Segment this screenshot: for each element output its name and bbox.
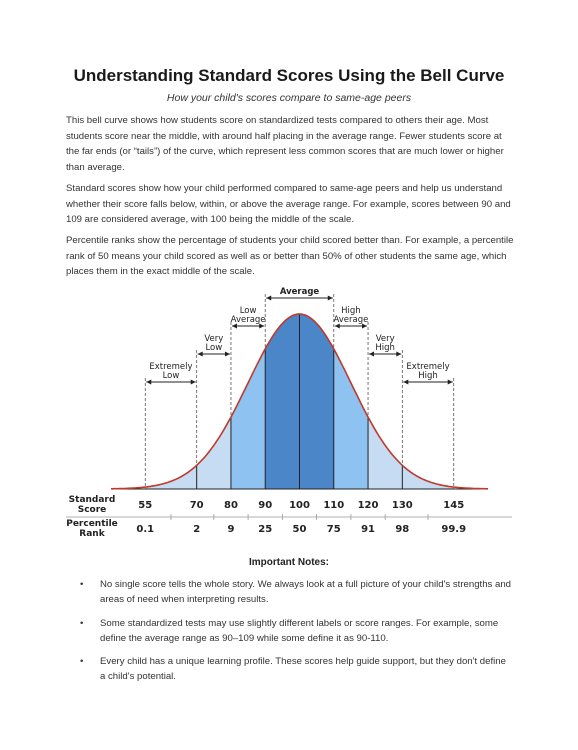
percentile-rank-tick: 9	[227, 524, 235, 535]
notes-heading: Important Notes:	[249, 557, 329, 568]
row-label-standard-score: Score	[77, 505, 107, 515]
standard-score-tick: 80	[223, 500, 238, 511]
curve-region	[334, 349, 368, 489]
percentile-rank-tick: 50	[292, 524, 307, 535]
row-label-percentile-rank: Rank	[79, 529, 105, 539]
percentile-rank-tick: 25	[258, 524, 273, 535]
percentile-rank-tick: 2	[193, 524, 201, 535]
note-text: No single score tells the whole story. We always look at a full picture of your child's strengths and areas of need when interpreting results.	[100, 579, 512, 606]
arrow-head-icon	[266, 296, 271, 301]
standard-score-tick: 90	[258, 500, 273, 511]
percentile-rank-tick: 99.9	[441, 524, 467, 535]
range-label: Extremely	[149, 362, 193, 372]
standard-score-tick: 55	[138, 500, 153, 511]
standard-score-tick: 130	[391, 500, 413, 511]
standard-score-tick: 110	[323, 500, 345, 511]
arrow-head-icon	[225, 352, 230, 357]
row-label-percentile-rank: Percentile	[66, 519, 118, 529]
range-label: Average	[279, 287, 320, 297]
bullet-icon: •	[80, 656, 84, 668]
range-label: Extremely	[406, 362, 450, 372]
range-label: Very	[375, 334, 395, 344]
range-label: Average	[333, 315, 369, 325]
curve-region	[368, 417, 402, 489]
percentile-rank-tick: 0.1	[136, 524, 155, 535]
note-item	[72, 616, 512, 647]
arrow-head-icon	[448, 380, 453, 385]
range-label: High	[375, 343, 395, 353]
arrow-head-icon	[328, 296, 333, 301]
standard-score-tick: 100	[289, 500, 310, 511]
percentile-ranks-paragraph: Percentile ranks show the percentage of students your child scored better than. For example, a percentile rank of 50 means your child scored as well as or better than 50% of other students the same age, which places them in the exact middle of the scale.	[66, 235, 514, 278]
percentile-rank-tick: 75	[326, 524, 341, 535]
note-text: Some standardized tests may use slightly different labels or score ranges. For example, some define the average range as 90–109 while some define it as 90-110.	[100, 617, 499, 644]
note-text: Every child has a unique learning profile. These scores help guide support, but they don't define a child's potential.	[100, 656, 506, 683]
range-label: Average	[230, 315, 266, 325]
arrow-head-icon	[403, 380, 408, 385]
range-label: Low	[239, 306, 257, 316]
standard-score-tick: 120	[357, 500, 379, 511]
bullet-icon: •	[80, 579, 84, 590]
arrow-head-icon	[396, 352, 401, 357]
range-label: High	[418, 371, 438, 381]
standard-scores-paragraph: Standard scores show how your child performed compared to same-age peers and help us understand whether their score falls below, within, or above the average range. For example, scores between 90 and 109 are considered average, with 100 being the middle of the scale.	[66, 183, 511, 226]
arrow-head-icon	[198, 352, 203, 357]
page-title: Understanding Standard Scores Using the Bell Curve	[73, 66, 505, 85]
range-label: Low	[162, 371, 180, 381]
arrow-head-icon	[191, 380, 196, 385]
page-subtitle: How your child's scores compare to same-age peers	[166, 92, 412, 104]
note-item	[72, 577, 512, 608]
note-item	[72, 654, 512, 685]
row-label-standard-score: Standard	[68, 495, 116, 505]
notes-list	[72, 577, 512, 693]
percentile-rank-tick: 98	[395, 524, 410, 535]
bullet-icon: •	[80, 617, 84, 629]
arrow-head-icon	[369, 352, 374, 357]
bell-curve-chart	[0, 286, 578, 544]
intro-paragraph: This bell curve shows how students score on standardized tests compared to others their age. Most students score near the middle, with around half placing in the average range. Fewer students score at the far ends (or “tails”) of the curve, which represent less common scores that are much lower or higher than average.	[66, 115, 504, 173]
standard-score-tick: 145	[443, 500, 465, 511]
range-label: Very	[204, 334, 224, 344]
curve-region	[231, 349, 265, 489]
curve-region	[197, 417, 231, 489]
standard-score-tick: 70	[189, 500, 204, 511]
arrow-head-icon	[146, 380, 151, 385]
percentile-rank-tick: 91	[361, 524, 376, 535]
range-label: High	[341, 306, 361, 316]
range-label: Low	[205, 343, 223, 353]
